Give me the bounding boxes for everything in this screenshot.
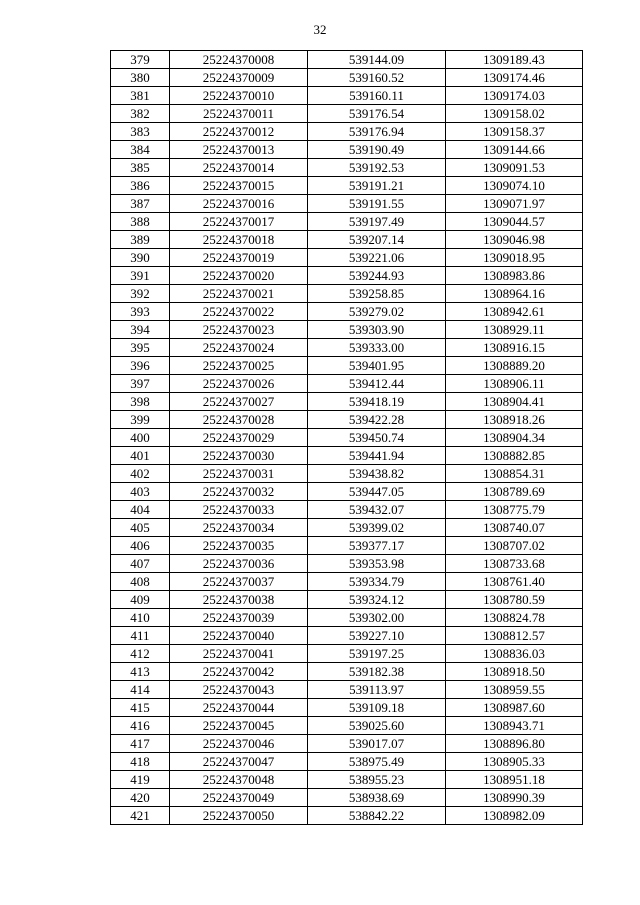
x-coordinate-cell: 539324.12 bbox=[308, 591, 446, 609]
row-number-cell: 408 bbox=[111, 573, 170, 591]
point-id-cell: 25224370026 bbox=[170, 375, 308, 393]
x-coordinate-cell: 538955.23 bbox=[308, 771, 446, 789]
x-coordinate-cell: 539258.85 bbox=[308, 285, 446, 303]
x-coordinate-cell: 539113.97 bbox=[308, 681, 446, 699]
point-id-cell: 25224370013 bbox=[170, 141, 308, 159]
point-id-cell: 25224370037 bbox=[170, 573, 308, 591]
table-row bbox=[111, 807, 583, 825]
y-coordinate-cell: 1309189.43 bbox=[446, 51, 583, 69]
x-coordinate-cell: 539334.79 bbox=[308, 573, 446, 591]
table-row bbox=[111, 357, 583, 375]
y-coordinate-cell: 1308740.07 bbox=[446, 519, 583, 537]
row-number-cell: 411 bbox=[111, 627, 170, 645]
row-number-cell: 385 bbox=[111, 159, 170, 177]
y-coordinate-cell: 1309046.98 bbox=[446, 231, 583, 249]
row-number-cell: 382 bbox=[111, 105, 170, 123]
row-number-cell: 420 bbox=[111, 789, 170, 807]
row-number-cell: 393 bbox=[111, 303, 170, 321]
row-number-cell: 405 bbox=[111, 519, 170, 537]
x-coordinate-cell: 539399.02 bbox=[308, 519, 446, 537]
point-id-cell: 25224370046 bbox=[170, 735, 308, 753]
table-row bbox=[111, 285, 583, 303]
y-coordinate-cell: 1308918.50 bbox=[446, 663, 583, 681]
row-number-cell: 404 bbox=[111, 501, 170, 519]
x-coordinate-cell: 538842.22 bbox=[308, 807, 446, 825]
table-row bbox=[111, 501, 583, 519]
x-coordinate-cell: 539418.19 bbox=[308, 393, 446, 411]
point-id-cell: 25224370036 bbox=[170, 555, 308, 573]
y-coordinate-cell: 1308707.02 bbox=[446, 537, 583, 555]
row-number-cell: 388 bbox=[111, 213, 170, 231]
x-coordinate-cell: 538938.69 bbox=[308, 789, 446, 807]
row-number-cell: 407 bbox=[111, 555, 170, 573]
row-number-cell: 403 bbox=[111, 483, 170, 501]
x-coordinate-cell: 539190.49 bbox=[308, 141, 446, 159]
row-number-cell: 387 bbox=[111, 195, 170, 213]
point-id-cell: 25224370018 bbox=[170, 231, 308, 249]
point-id-cell: 25224370034 bbox=[170, 519, 308, 537]
coordinates-table bbox=[110, 50, 583, 825]
table-row bbox=[111, 519, 583, 537]
y-coordinate-cell: 1308904.34 bbox=[446, 429, 583, 447]
table-row bbox=[111, 609, 583, 627]
x-coordinate-cell: 539447.05 bbox=[308, 483, 446, 501]
table-row bbox=[111, 537, 583, 555]
row-number-cell: 395 bbox=[111, 339, 170, 357]
table-row bbox=[111, 249, 583, 267]
row-number-cell: 406 bbox=[111, 537, 170, 555]
y-coordinate-cell: 1308959.55 bbox=[446, 681, 583, 699]
x-coordinate-cell: 539221.06 bbox=[308, 249, 446, 267]
row-number-cell: 402 bbox=[111, 465, 170, 483]
point-id-cell: 25224370009 bbox=[170, 69, 308, 87]
row-number-cell: 386 bbox=[111, 177, 170, 195]
point-id-cell: 25224370032 bbox=[170, 483, 308, 501]
x-coordinate-cell: 539160.52 bbox=[308, 69, 446, 87]
table-row bbox=[111, 735, 583, 753]
row-number-cell: 410 bbox=[111, 609, 170, 627]
x-coordinate-cell: 539176.94 bbox=[308, 123, 446, 141]
table-row bbox=[111, 483, 583, 501]
y-coordinate-cell: 1308918.26 bbox=[446, 411, 583, 429]
x-coordinate-cell: 539109.18 bbox=[308, 699, 446, 717]
x-coordinate-cell: 539279.02 bbox=[308, 303, 446, 321]
table-row bbox=[111, 717, 583, 735]
y-coordinate-cell: 1309074.10 bbox=[446, 177, 583, 195]
table-row bbox=[111, 105, 583, 123]
table-row bbox=[111, 573, 583, 591]
row-number-cell: 394 bbox=[111, 321, 170, 339]
y-coordinate-cell: 1308775.79 bbox=[446, 501, 583, 519]
point-id-cell: 25224370043 bbox=[170, 681, 308, 699]
y-coordinate-cell: 1308987.60 bbox=[446, 699, 583, 717]
row-number-cell: 417 bbox=[111, 735, 170, 753]
x-coordinate-cell: 539244.93 bbox=[308, 267, 446, 285]
row-number-cell: 390 bbox=[111, 249, 170, 267]
point-id-cell: 25224370042 bbox=[170, 663, 308, 681]
point-id-cell: 25224370010 bbox=[170, 87, 308, 105]
point-id-cell: 25224370049 bbox=[170, 789, 308, 807]
table-row bbox=[111, 429, 583, 447]
point-id-cell: 25224370016 bbox=[170, 195, 308, 213]
point-id-cell: 25224370035 bbox=[170, 537, 308, 555]
point-id-cell: 25224370033 bbox=[170, 501, 308, 519]
y-coordinate-cell: 1308906.11 bbox=[446, 375, 583, 393]
row-number-cell: 400 bbox=[111, 429, 170, 447]
table-row bbox=[111, 753, 583, 771]
x-coordinate-cell: 539353.98 bbox=[308, 555, 446, 573]
page-number: 32 bbox=[313, 22, 327, 37]
table-row bbox=[111, 645, 583, 663]
row-number-cell: 399 bbox=[111, 411, 170, 429]
x-coordinate-cell: 539207.14 bbox=[308, 231, 446, 249]
x-coordinate-cell: 539441.94 bbox=[308, 447, 446, 465]
y-coordinate-cell: 1309071.97 bbox=[446, 195, 583, 213]
point-id-cell: 25224370020 bbox=[170, 267, 308, 285]
row-number-cell: 414 bbox=[111, 681, 170, 699]
x-coordinate-cell: 538975.49 bbox=[308, 753, 446, 771]
table-row bbox=[111, 159, 583, 177]
point-id-cell: 25224370045 bbox=[170, 717, 308, 735]
x-coordinate-cell: 539303.90 bbox=[308, 321, 446, 339]
y-coordinate-cell: 1308983.86 bbox=[446, 267, 583, 285]
x-coordinate-cell: 539412.44 bbox=[308, 375, 446, 393]
y-coordinate-cell: 1308812.57 bbox=[446, 627, 583, 645]
table-row bbox=[111, 465, 583, 483]
y-coordinate-cell: 1308905.33 bbox=[446, 753, 583, 771]
y-coordinate-cell: 1308882.85 bbox=[446, 447, 583, 465]
row-number-cell: 401 bbox=[111, 447, 170, 465]
y-coordinate-cell: 1308916.15 bbox=[446, 339, 583, 357]
table-row bbox=[111, 555, 583, 573]
y-coordinate-cell: 1308929.11 bbox=[446, 321, 583, 339]
y-coordinate-cell: 1308942.61 bbox=[446, 303, 583, 321]
table-row bbox=[111, 789, 583, 807]
y-coordinate-cell: 1309018.95 bbox=[446, 249, 583, 267]
table-row bbox=[111, 393, 583, 411]
table-row bbox=[111, 87, 583, 105]
x-coordinate-cell: 539333.00 bbox=[308, 339, 446, 357]
y-coordinate-cell: 1308836.03 bbox=[446, 645, 583, 663]
y-coordinate-cell: 1309091.53 bbox=[446, 159, 583, 177]
point-id-cell: 25224370030 bbox=[170, 447, 308, 465]
x-coordinate-cell: 539401.95 bbox=[308, 357, 446, 375]
table-row bbox=[111, 69, 583, 87]
table-row bbox=[111, 663, 583, 681]
point-id-cell: 25224370008 bbox=[170, 51, 308, 69]
x-coordinate-cell: 539182.38 bbox=[308, 663, 446, 681]
row-number-cell: 397 bbox=[111, 375, 170, 393]
coordinates-table-body bbox=[111, 51, 583, 825]
table-row bbox=[111, 231, 583, 249]
x-coordinate-cell: 539197.49 bbox=[308, 213, 446, 231]
y-coordinate-cell: 1308780.59 bbox=[446, 591, 583, 609]
point-id-cell: 25224370040 bbox=[170, 627, 308, 645]
x-coordinate-cell: 539450.74 bbox=[308, 429, 446, 447]
row-number-cell: 389 bbox=[111, 231, 170, 249]
point-id-cell: 25224370019 bbox=[170, 249, 308, 267]
x-coordinate-cell: 539160.11 bbox=[308, 87, 446, 105]
point-id-cell: 25224370012 bbox=[170, 123, 308, 141]
table-row bbox=[111, 321, 583, 339]
table-row bbox=[111, 213, 583, 231]
point-id-cell: 25224370014 bbox=[170, 159, 308, 177]
point-id-cell: 25224370031 bbox=[170, 465, 308, 483]
table-row bbox=[111, 177, 583, 195]
table-row bbox=[111, 447, 583, 465]
row-number-cell: 381 bbox=[111, 87, 170, 105]
row-number-cell: 391 bbox=[111, 267, 170, 285]
point-id-cell: 25224370022 bbox=[170, 303, 308, 321]
x-coordinate-cell: 539192.53 bbox=[308, 159, 446, 177]
point-id-cell: 25224370023 bbox=[170, 321, 308, 339]
table-row bbox=[111, 141, 583, 159]
y-coordinate-cell: 1308824.78 bbox=[446, 609, 583, 627]
x-coordinate-cell: 539438.82 bbox=[308, 465, 446, 483]
row-number-cell: 416 bbox=[111, 717, 170, 735]
row-number-cell: 380 bbox=[111, 69, 170, 87]
x-coordinate-cell: 539144.09 bbox=[308, 51, 446, 69]
x-coordinate-cell: 539422.28 bbox=[308, 411, 446, 429]
y-coordinate-cell: 1308854.31 bbox=[446, 465, 583, 483]
y-coordinate-cell: 1308789.69 bbox=[446, 483, 583, 501]
table-row bbox=[111, 627, 583, 645]
row-number-cell: 415 bbox=[111, 699, 170, 717]
x-coordinate-cell: 539432.07 bbox=[308, 501, 446, 519]
y-coordinate-cell: 1308904.41 bbox=[446, 393, 583, 411]
table-row bbox=[111, 267, 583, 285]
table-row bbox=[111, 771, 583, 789]
point-id-cell: 25224370024 bbox=[170, 339, 308, 357]
table-row bbox=[111, 375, 583, 393]
table-row bbox=[111, 195, 583, 213]
point-id-cell: 25224370025 bbox=[170, 357, 308, 375]
y-coordinate-cell: 1308889.20 bbox=[446, 357, 583, 375]
point-id-cell: 25224370039 bbox=[170, 609, 308, 627]
point-id-cell: 25224370011 bbox=[170, 105, 308, 123]
row-number-cell: 383 bbox=[111, 123, 170, 141]
y-coordinate-cell: 1308943.71 bbox=[446, 717, 583, 735]
row-number-cell: 413 bbox=[111, 663, 170, 681]
y-coordinate-cell: 1308733.68 bbox=[446, 555, 583, 573]
table-row bbox=[111, 123, 583, 141]
y-coordinate-cell: 1308896.80 bbox=[446, 735, 583, 753]
x-coordinate-cell: 539191.21 bbox=[308, 177, 446, 195]
row-number-cell: 418 bbox=[111, 753, 170, 771]
point-id-cell: 25224370015 bbox=[170, 177, 308, 195]
y-coordinate-cell: 1309144.66 bbox=[446, 141, 583, 159]
row-number-cell: 384 bbox=[111, 141, 170, 159]
y-coordinate-cell: 1308964.16 bbox=[446, 285, 583, 303]
point-id-cell: 25224370044 bbox=[170, 699, 308, 717]
x-coordinate-cell: 539377.17 bbox=[308, 537, 446, 555]
y-coordinate-cell: 1309158.37 bbox=[446, 123, 583, 141]
point-id-cell: 25224370048 bbox=[170, 771, 308, 789]
row-number-cell: 421 bbox=[111, 807, 170, 825]
y-coordinate-cell: 1309158.02 bbox=[446, 105, 583, 123]
y-coordinate-cell: 1308951.18 bbox=[446, 771, 583, 789]
table-row bbox=[111, 681, 583, 699]
y-coordinate-cell: 1308982.09 bbox=[446, 807, 583, 825]
x-coordinate-cell: 539302.00 bbox=[308, 609, 446, 627]
point-id-cell: 25224370028 bbox=[170, 411, 308, 429]
y-coordinate-cell: 1308761.40 bbox=[446, 573, 583, 591]
row-number-cell: 392 bbox=[111, 285, 170, 303]
point-id-cell: 25224370027 bbox=[170, 393, 308, 411]
x-coordinate-cell: 539191.55 bbox=[308, 195, 446, 213]
row-number-cell: 396 bbox=[111, 357, 170, 375]
row-number-cell: 412 bbox=[111, 645, 170, 663]
y-coordinate-cell: 1309044.57 bbox=[446, 213, 583, 231]
table-row bbox=[111, 411, 583, 429]
row-number-cell: 379 bbox=[111, 51, 170, 69]
row-number-cell: 398 bbox=[111, 393, 170, 411]
table-row bbox=[111, 51, 583, 69]
table-row bbox=[111, 339, 583, 357]
table-row bbox=[111, 303, 583, 321]
point-id-cell: 25224370047 bbox=[170, 753, 308, 771]
point-id-cell: 25224370038 bbox=[170, 591, 308, 609]
y-coordinate-cell: 1308990.39 bbox=[446, 789, 583, 807]
point-id-cell: 25224370017 bbox=[170, 213, 308, 231]
point-id-cell: 25224370029 bbox=[170, 429, 308, 447]
row-number-cell: 419 bbox=[111, 771, 170, 789]
point-id-cell: 25224370041 bbox=[170, 645, 308, 663]
x-coordinate-cell: 539176.54 bbox=[308, 105, 446, 123]
x-coordinate-cell: 539197.25 bbox=[308, 645, 446, 663]
x-coordinate-cell: 539025.60 bbox=[308, 717, 446, 735]
y-coordinate-cell: 1309174.03 bbox=[446, 87, 583, 105]
x-coordinate-cell: 539017.07 bbox=[308, 735, 446, 753]
point-id-cell: 25224370021 bbox=[170, 285, 308, 303]
point-id-cell: 25224370050 bbox=[170, 807, 308, 825]
row-number-cell: 409 bbox=[111, 591, 170, 609]
x-coordinate-cell: 539227.10 bbox=[308, 627, 446, 645]
table-row bbox=[111, 699, 583, 717]
y-coordinate-cell: 1309174.46 bbox=[446, 69, 583, 87]
table-row bbox=[111, 591, 583, 609]
